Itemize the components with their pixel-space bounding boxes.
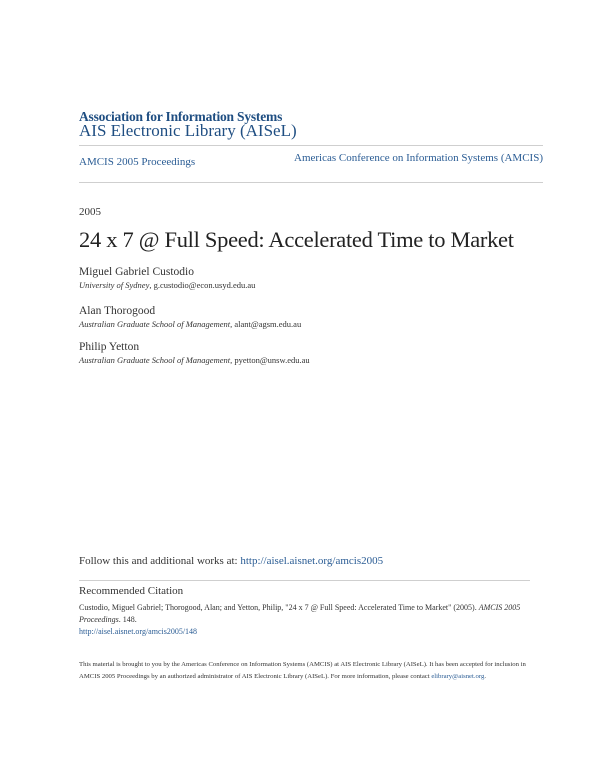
proceedings-link[interactable]: AMCIS 2005 Proceedings <box>79 156 196 168</box>
author-email: alant@agsm.edu.au <box>234 319 302 329</box>
footer-text: This material is brought to you by the Americas Conference on Information Systems (AMCIS) at AIS Electronic Library (AISeL). It has been accepted for inclusion in AMCIS 2005 Proceedings by an authorized administrator of AIS Electronic Library (AISeL). For more information, please contact <box>79 661 526 680</box>
author-name: Miguel Gabriel Custodio <box>79 266 194 278</box>
author-name: Philip Yetton <box>79 341 140 353</box>
follow-line <box>79 555 383 567</box>
affiliation-name: Australian Graduate School of Management <box>79 319 231 329</box>
author-name: Alan Thorogood <box>79 305 156 317</box>
author-affiliation: Australian Graduate School of Management, pyetton@unsw.edu.au <box>79 355 310 365</box>
author-affiliation: Australian Graduate School of Management, alant@agsm.edu.au <box>79 319 302 329</box>
citation-proceedings: AMCIS 2005 Proceedings <box>79 603 521 624</box>
author-block <box>79 341 310 365</box>
citation-end: . 148. <box>118 615 137 624</box>
author-email: g.custodio@econ.usyd.edu.au <box>153 280 256 290</box>
recommended-citation-heading: Recommended Citation <box>79 585 184 597</box>
affiliation-name: Australian Graduate School of Management <box>79 355 231 365</box>
library-name[interactable]: AIS Electronic Library (AISeL) <box>79 121 297 140</box>
collection-link[interactable]: http://aisel.aisnet.org/amcis2005 <box>240 555 384 567</box>
citation-link[interactable]: http://aisel.aisnet.org/amcis2005/148 <box>79 627 198 636</box>
author-email: pyetton@unsw.edu.au <box>234 355 310 365</box>
contact-email-link[interactable]: elibrary@aisnet.org <box>431 672 485 680</box>
publication-year: 2005 <box>79 206 101 218</box>
proceedings-strip <box>79 145 543 183</box>
author-block <box>79 266 255 290</box>
citation-text <box>79 602 529 638</box>
affiliation-name: University of Sydney <box>79 280 150 290</box>
citation-plain: Custodio, Miguel Gabriel; Thorogood, Alan; and Yetton, Philip, "24 x 7 @ Full Speed: Accelerated Time to Market" (2005). <box>79 603 479 612</box>
footer-end: . <box>484 672 487 680</box>
follow-text: Follow this and additional works at: <box>79 555 241 567</box>
footer-notice <box>79 659 530 682</box>
paper-title: 24 x 7 @ Full Speed: Accelerated Time to Market <box>79 227 514 252</box>
author-block <box>79 305 301 329</box>
author-affiliation: University of Sydney, g.custodio@econ.usyd.edu.au <box>79 280 256 290</box>
conference-link[interactable]: Americas Conference on Information Systems (AMCIS) <box>294 152 543 164</box>
divider <box>79 580 530 581</box>
association-name[interactable]: Association for Information Systems <box>79 109 283 124</box>
